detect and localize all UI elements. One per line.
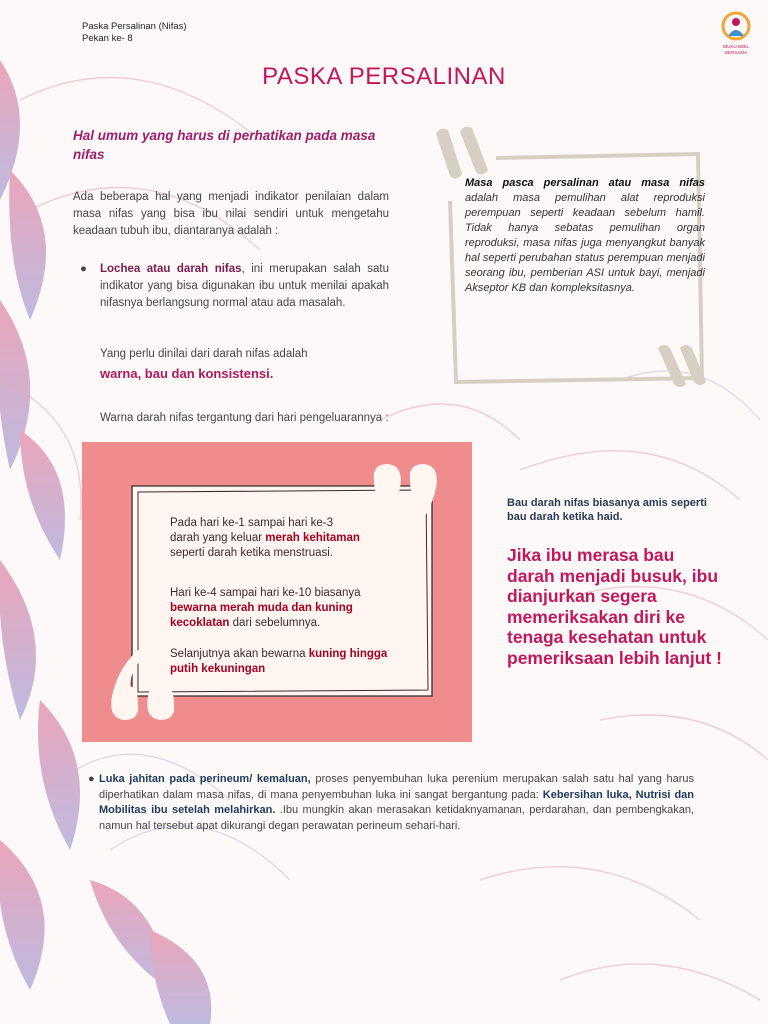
header-title: Paska Persalinan (Nifas) xyxy=(82,21,187,32)
section-subtitle: Hal umum yang harus di perhatikan pada masa nifas xyxy=(73,128,376,162)
mother-child-logo-icon xyxy=(716,10,756,58)
color-intro: Warna darah nifas tergantung dari hari pengeluarannya : xyxy=(100,412,389,424)
perineum-bullet xyxy=(88,772,694,834)
days-1-3-c: seperti darah ketika menstruasi. xyxy=(170,547,333,559)
bullet-dot: ● xyxy=(88,773,95,785)
days-1-3-a: Pada hari ke-1 sampai hari ke-3 xyxy=(170,517,333,529)
lochea-term: Lochea atau darah nifas xyxy=(100,263,242,275)
logo-text-bottom: BERSAMA xyxy=(724,50,748,55)
perineum-text-2: .Ibu mungkin akan merasakan ketidaknyamanan, perdarahan, dan pembengkakan, namun hal tersebut apat dikurangi degan perawatan perineum sehari-hari. xyxy=(99,804,694,832)
definition-lead: Masa pasca persalinan atau masa nifas xyxy=(465,177,705,189)
open-quote-icon xyxy=(436,127,488,179)
assessment-paragraph xyxy=(100,346,389,382)
bullet-dot: ● xyxy=(80,263,87,275)
perineum-factors: Kebersihan luka, Nutrisi dan Mobilitas ibu setelah melahirkan. xyxy=(99,788,695,816)
intro-paragraph: Ada beberapa hal yang menjadi indikator penilaian dalam masa nifas yang bisa ibu nilai sendiri untuk mengetahu keadaan tubuh ibu, diantaranya adalah : xyxy=(73,191,389,237)
postpartum-definition xyxy=(465,176,705,296)
days-4-10-a: Hari ke-4 sampai hari ke-10 biasanya xyxy=(170,587,361,599)
days-4-10-b: dari sebelumnya. xyxy=(229,617,321,629)
header-week: Pekan ke- 8 xyxy=(82,33,133,44)
document-header xyxy=(82,21,187,45)
lochea-bullet xyxy=(80,261,389,312)
later-days-color: kuning hingga putih kekuningan xyxy=(170,648,388,675)
logo-text-top: IBUKU BIBIL xyxy=(722,44,750,49)
days-1-3-text xyxy=(170,516,405,561)
days-1-3-b: darah yang keluar xyxy=(170,532,266,544)
perineum-text xyxy=(99,772,694,834)
lochea-text xyxy=(100,261,389,312)
definition-rest: adalah masa pemulihan alat reproduksi perempuan seperti keadaan sebelum hamil. Tidak hanya sebatas pemulihan organ reproduksi, masa nifas juga menyangkut banyak hal seperti perubahan status perempuan menjadi seorang ibu, pemberian ASI untuk bayi, menjadi Akseptor KB dan kompleksitasnya. xyxy=(465,192,705,294)
days-4-10-color: bewarna merah muda dan kuning kecoklatan xyxy=(170,602,353,629)
days-1-3-color: merah kehitaman xyxy=(265,532,360,544)
assessment-text: Yang perlu dinilai dari darah nifas adalah xyxy=(100,348,308,360)
assessment-highlight: warna, bau dan konsistensi. xyxy=(100,366,274,381)
lochea-rest: , ini merupakan salah satu indikator yang bisa digunakan ibu untuk menilai apakah nifasnya berlangsung normal atau ada masalah. xyxy=(100,263,389,309)
perineum-term: Luka jahitan pada perineum/ kemaluan, xyxy=(99,773,311,785)
later-days-a: Selanjutnya akan bewarna xyxy=(170,648,309,660)
close-quote-icon xyxy=(658,345,706,387)
perineum-text-1: proses penyembuhan luka perenium merupakan salah satu hal yang harus diperhatikan dalam masa nifas, di mana penyembuhan luka ini sangat bergantung pada: xyxy=(99,773,694,801)
later-days-text xyxy=(170,647,405,677)
warning-text: Jika ibu merasa bau darah menjadi busuk, ibu dianjurkan segera memeriksakan diri ke tenaga kesehatan untuk pemeriksaan lebih lanjut ! xyxy=(507,545,722,668)
days-4-10-text xyxy=(170,586,405,631)
page-title: PASKA PERSALINAN xyxy=(262,63,506,90)
smell-note: Bau darah nifas biasanya amis seperti bau darah ketika haid. xyxy=(507,497,707,523)
